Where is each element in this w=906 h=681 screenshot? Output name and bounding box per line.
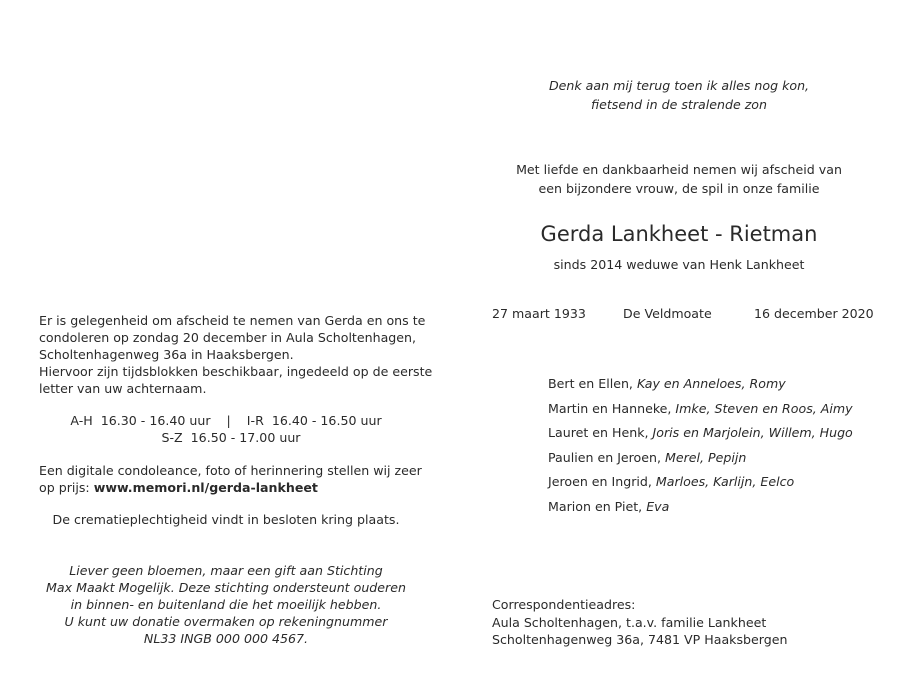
family-parents: Marion en Piet, xyxy=(548,498,647,514)
place-name: De Veldmoate xyxy=(623,306,712,321)
cremation-note: De crematieplechtigheid vindt in besloten kring plaats. xyxy=(52,512,400,527)
intro-line: Met liefde en dankbaarheid nemen wij afscheid van xyxy=(516,162,842,177)
flowers-line: Max Maakt Mogelijk. Deze stichting ondersteunt ouderen xyxy=(46,580,406,595)
correspondence-address xyxy=(492,596,787,649)
time-slot-line: S-Z 16.50 - 17.00 uur xyxy=(161,430,301,445)
condolence-prefix: op prijs: xyxy=(39,480,94,495)
condolence-paragraph xyxy=(39,462,422,496)
farewell-line: Er is gelegenheid om afscheid te nemen van Gerda en ons te xyxy=(39,313,426,328)
family-children: Kay en Anneloes, Romy xyxy=(636,376,786,391)
intro-line: een bijzondere vrouw, de spil in onze familie xyxy=(538,181,820,196)
family-entry xyxy=(548,446,853,471)
condolence-line: Een digitale condoleance, foto of herinnering stellen wij zeer xyxy=(39,463,422,478)
death-date: 16 december 2020 xyxy=(754,306,874,321)
farewell-line: condoleren op zondag 20 december in Aula Scholtenhagen, xyxy=(39,330,417,345)
family-parents: Lauret en Henk, xyxy=(548,425,653,440)
poem-line: Denk aan mij terug toen ik alles nog kon, xyxy=(548,78,810,93)
family-entry xyxy=(548,495,853,520)
widow-line: sinds 2014 weduwe van Henk Lankheet xyxy=(553,257,805,272)
flowers-line: NL33 INGB 000 000 4567. xyxy=(143,631,309,646)
flowers-line: Liever geen bloemen, maar een gift aan Stichting xyxy=(69,563,383,578)
flowers-line: in binnen- en buitenland die het moeilijk hebben. xyxy=(70,597,382,612)
memori-link[interactable]: www.memori.nl/gerda-lankheet xyxy=(93,480,318,495)
time-slot-line: A-H 16.30 - 16.40 uur | I-R 16.40 - 16.50 uur xyxy=(70,413,382,428)
correspondence-line: Scholtenhagenweg 36a, 7481 VP Haaksbergen xyxy=(492,632,788,647)
family-entry xyxy=(548,372,853,397)
correspondence-line: Aula Scholtenhagen, t.a.v. familie Lankheet xyxy=(492,614,767,630)
condolence-line xyxy=(39,479,422,496)
flowers-note xyxy=(39,562,413,647)
correspondence-line: Correspondentieadres: xyxy=(492,597,636,612)
family-list xyxy=(548,372,853,519)
family-parents: Paulien en Jeroen, xyxy=(548,449,665,465)
family-parents: Bert en Ellen, xyxy=(548,376,637,391)
family-parents: Martin en Hanneke, xyxy=(548,400,676,416)
deceased-name: Gerda Lankheet - Rietman xyxy=(540,222,818,246)
farewell-line: letter van uw achternaam. xyxy=(39,381,207,396)
family-entry xyxy=(548,421,853,446)
poem xyxy=(470,76,888,114)
farewell-line: Scholtenhagenweg 36a in Haaksbergen. xyxy=(39,347,294,362)
intro-text xyxy=(470,160,888,198)
flowers-line: U kunt uw donatie overmaken op rekeningnummer xyxy=(64,614,388,629)
family-entry xyxy=(548,397,853,422)
family-children: Merel, Pepijn xyxy=(665,449,747,465)
family-parents: Jeroen en Ingrid, xyxy=(548,474,656,489)
family-children: Joris en Marjolein, Willem, Hugo xyxy=(652,425,853,440)
family-entry xyxy=(548,470,853,495)
family-children: Eva xyxy=(646,498,670,514)
poem-line: fietsend in de stralende zon xyxy=(590,97,767,112)
birth-date: 27 maart 1933 xyxy=(492,306,586,321)
family-children: Imke, Steven en Roos, Aimy xyxy=(675,400,853,416)
farewell-paragraph xyxy=(39,312,432,397)
time-slots xyxy=(39,412,413,446)
farewell-line: Hiervoor zijn tijdsblokken beschikbaar, ingedeeld op de eerste xyxy=(39,364,433,379)
family-children: Marloes, Karlijn, Eelco xyxy=(655,474,795,489)
